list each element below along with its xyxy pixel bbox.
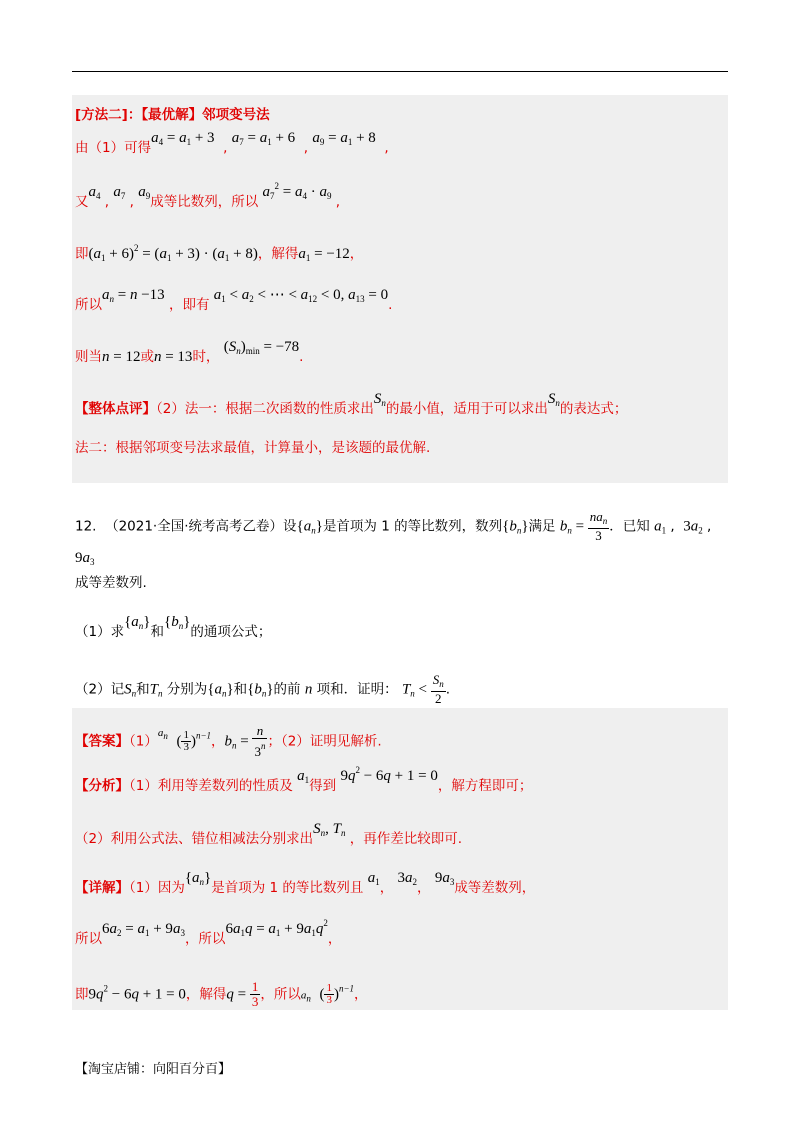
question-1: （1）求$\{a_n\}$和$\{b_n\}$的通项公式； xyxy=(75,614,272,640)
detail-line-3: 即$9q^2 - 6q + 1 = 0$，解得q = $\frac{1}{3}$ ，所以$a_n$ ( $\frac{1}{3}$ )$^{n-1}$， xyxy=(75,979,368,1009)
analysis-line-2: （2）利用公式法、错位相减法分别求出$S_n$, $T_n$ ，再作差比较即可. xyxy=(75,821,463,847)
summary-line-2: 法二：根据邻项变号法求最值，计算量小，是该题的最优解. xyxy=(75,440,431,456)
problem-12-stem: 12. （2021·全国·统考高考乙卷）设$\{a_n\}$是首项为 1 的等比数列，数列$\{b_n\}$满足 $b_n$ = $\frac{na_n}{3}$ ．已知 $a_1$ , $3a_2$ , xyxy=(75,509,712,543)
method-two-line-3: 即$(a_1 + 6)^2 = (a_1 + 3) \cdot (a_1 + 8)$，解得$a_1 = -12$， xyxy=(75,243,364,263)
detail-line-1: 【详解】（1）因为$\{a_n\}$是首项为 1 的等比数列且 $a_1$， $3a_2$， $9a_3$成等差数列， xyxy=(75,870,536,896)
detail-line-2: 所以$6a_2 = a_1 + 9a_3$，所以$6a_1q = a_1 + 9a_1q^2$， xyxy=(75,918,342,947)
method-two-line-5: 则当n = 12或n = 13时， $(S_n)_{min} = -78$. xyxy=(75,339,304,365)
method-two-line-1: 由（1）可得$a_4 = a_1 + 3$ , $a_7 = a_1 + 6$ , $a_9 = a_1 + 8$ , xyxy=(75,130,389,156)
method-two-line-2: 又$a_4$ , $a_7$ , $a_9$成等比数列，所以 $a_7^2 = a_4 \cdot a_9$ , xyxy=(75,181,341,210)
question-2: （2）记$S_n$和$T_n$ 分别为$\{a_n\}$和$\{b_n\}$的前 n 项和．证明： $T_n$ < $\frac{S_n}{2}$ . xyxy=(75,672,451,706)
method-two-line-4: 所以$a_n = n -13$ ，即有 $a_1 < a_2$ < ⋯ < $a_{12} < 0$, $a_{13} = 0$. xyxy=(75,287,393,313)
method-two-heading: [方法二]：【最优解】邻项变号法 xyxy=(75,107,270,123)
summary-line-1: 【整体点评】（2）法一：根据二次函数的性质求出$S_n$的最小值，适用于可以求出$S_n$的表达式； xyxy=(75,391,628,417)
answer-line: 【答案】$(1)a_n$ ( $\frac{1}{3}$ )$^{n-1}$，$b_n$ = $\frac{n}{3^n}$ ；（2）证明见解析. xyxy=(75,723,382,759)
footer-store: 【淘宝店铺：向阳百分百】 xyxy=(75,1062,232,1077)
analysis-line-1: 【分析】（1）利用等差数列的性质及 $a_1$得到 $9q^2 - 6q + 1 = 0$，解方程即可； xyxy=(75,765,533,794)
header-rule xyxy=(72,71,728,72)
problem-12-stem-2: $9a_3$ 成等差数列. xyxy=(75,550,147,591)
